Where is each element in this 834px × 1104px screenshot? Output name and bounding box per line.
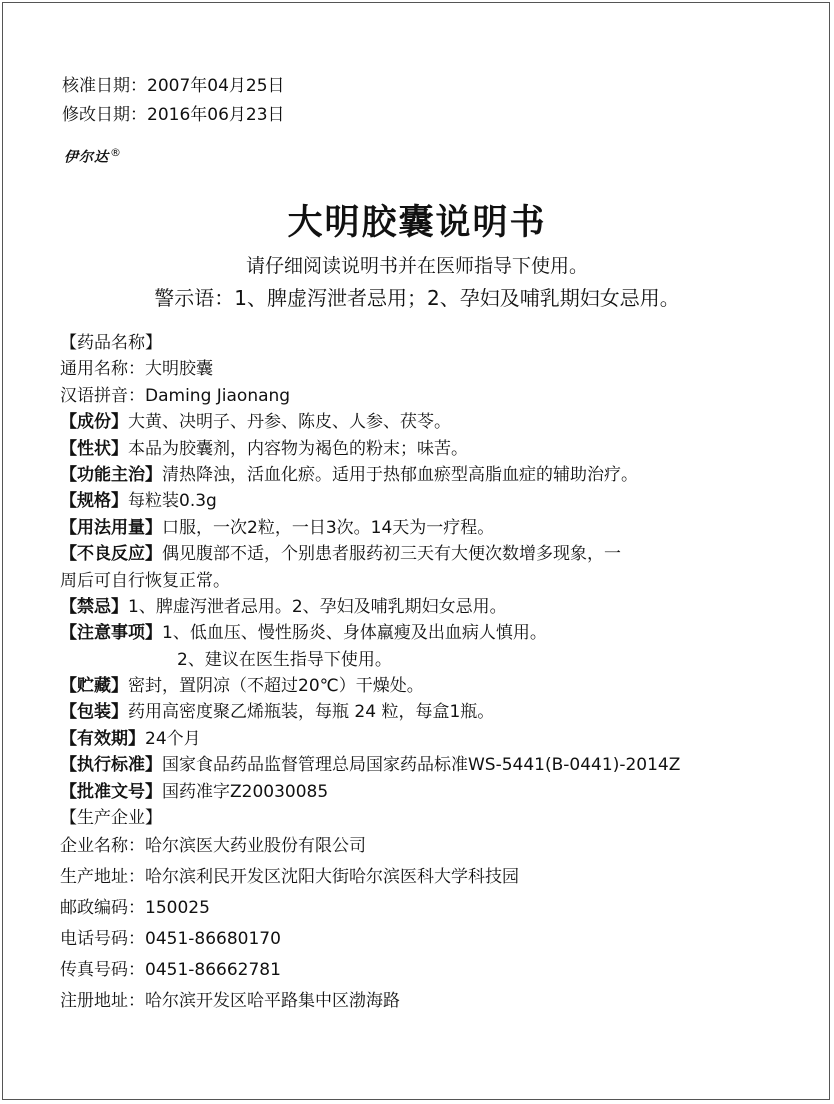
section-label: 【性状】 <box>60 438 128 459</box>
section-label: 【注意事项】 <box>60 623 162 644</box>
section-value: 大黄、决明子、丹参、陈皮、人参、茯苓。 <box>128 412 451 433</box>
manufacturer-address: 生产地址：哈尔滨利民开发区沈阳大街哈尔滨医科大学科技园 <box>60 867 519 888</box>
document-subtitle: 请仔细阅读说明书并在医师指导下使用。 <box>245 255 588 277</box>
pinyin-name: 汉语拼音：Daming Jiaonang <box>60 385 291 406</box>
section-indications <box>60 462 800 488</box>
leaflet-body <box>60 330 800 1017</box>
drug-name-heading: 【药品名称】 <box>60 333 162 353</box>
manufacturer-name: 企业名称：哈尔滨医大药业股份有限公司 <box>60 836 366 857</box>
section-value: 药用高密度聚乙烯瓶装，每瓶 24 粒，每盒1瓶。 <box>128 702 495 723</box>
manufacturer-fax: 传真号码：0451-86662781 <box>60 960 281 981</box>
section-value: 密封，置阴凉（不超过20℃）干燥处。 <box>128 676 424 697</box>
section-description <box>60 436 800 462</box>
section-value: 本品为胶囊剂，内容物为褐色的粉末；味苦。 <box>128 438 468 459</box>
section-value: 24个月 <box>145 728 201 749</box>
section-approval-number <box>60 779 800 805</box>
section-label: 【贮藏】 <box>60 676 128 697</box>
section-label: 【禁忌】 <box>60 596 128 617</box>
section-dosage <box>60 515 800 541</box>
section-label: 【包装】 <box>60 702 128 723</box>
section-label: 【批准文号】 <box>60 781 162 802</box>
manufacturer-heading: 【生产企业】 <box>60 808 162 829</box>
document-title: 大明胶囊说明书 <box>287 203 547 243</box>
manufacturer-registered-address: 注册地址：哈尔滨开发区哈平路集中区渤海路 <box>60 991 400 1012</box>
section-label: 【用法用量】 <box>60 517 162 538</box>
section-adverse-reactions <box>60 541 800 567</box>
section-package <box>60 699 800 725</box>
section-value: 每粒装0.3g <box>128 491 217 512</box>
revision-date: 修改日期：2016年06月23日 <box>62 105 285 125</box>
section-value: 偶见腹部不适，个别患者服药初三天有大便次数增多现象，一 <box>162 544 621 565</box>
manufacturer-postcode: 邮政编码：150025 <box>60 898 210 919</box>
section-label: 【有效期】 <box>60 728 145 749</box>
section-value: 国药准字Z20030085 <box>162 781 329 802</box>
brand-logo <box>64 146 122 167</box>
registered-mark: ® <box>110 146 122 159</box>
section-adverse-reactions-continued: 周后可自行恢复正常。 <box>60 570 230 591</box>
section-value: 1、脾虚泻泄者忌用。2、孕妇及哺乳期妇女忌用。 <box>128 596 507 617</box>
section-specification <box>60 488 800 514</box>
section-value: 1、低血压、慢性肠炎、身体羸瘦及出血病人慎用。 <box>162 623 547 644</box>
section-value: 国家食品药品监督管理总局国家药品标准WS-5441(B-0441)-2014Z <box>162 755 681 776</box>
section-contraindications <box>60 594 800 620</box>
section-ingredients <box>60 409 800 435</box>
generic-name: 通用名称：大明胶囊 <box>60 359 213 380</box>
section-precautions-continued: 2、建议在医生指导下使用。 <box>177 649 392 670</box>
section-value: 清热降浊，活血化瘀。适用于热郁血瘀型高脂血症的辅助治疗。 <box>162 464 638 485</box>
approval-date: 核准日期：2007年04月25日 <box>62 76 285 96</box>
section-label: 【不良反应】 <box>60 544 162 565</box>
date-block <box>62 72 285 130</box>
section-label: 【规格】 <box>60 491 128 512</box>
section-label: 【成份】 <box>60 412 128 433</box>
warning-text: 警示语：1、脾虚泻泄者忌用；2、孕妇及哺乳期妇女忌用。 <box>154 286 680 310</box>
section-precautions <box>60 620 800 646</box>
section-standard <box>60 752 800 778</box>
manufacturer-phone: 电话号码：0451-86680170 <box>60 929 281 950</box>
section-value: 口服，一次2粒，一日3次。14天为一疗程。 <box>162 517 495 538</box>
section-storage <box>60 673 800 699</box>
brand-name: 伊尔达 <box>64 149 109 166</box>
section-validity <box>60 726 800 752</box>
section-label: 【执行标准】 <box>60 755 162 776</box>
section-label: 【功能主治】 <box>60 464 162 485</box>
